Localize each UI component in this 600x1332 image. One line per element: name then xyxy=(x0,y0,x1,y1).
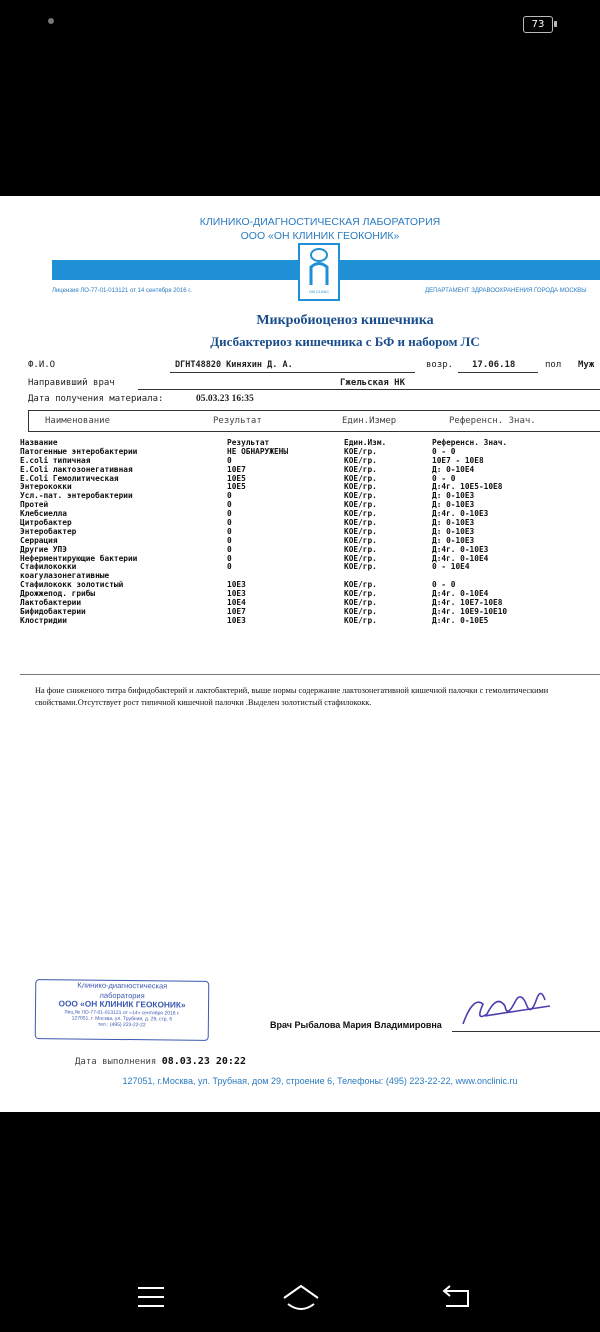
clinic-address: 127051, г.Москва, ул. Трубная, дом 29, строение 6, Телефоны: (495) 223-22-22, www.onclinic.ru xyxy=(122,1076,518,1086)
clinic-logo xyxy=(298,243,340,301)
conclusion-text: На фоне сниженого титра бифидобактерий и лактобактерий, выше нормы содержание лактозонегативной кишечной палочки с гемолитическими свойствами.Отсутствует рост типичной кишечной палочки .Выделен золотистый стафилококк. xyxy=(35,686,549,707)
received-date-value: 05.03.23 16:35 xyxy=(196,394,254,404)
lab-name-line1: КЛИНИКО-ДИАГНОСТИЧЕСКАЯ ЛАБОРАТОРИЯ xyxy=(199,216,441,228)
received-date-label: Дата получения материала: xyxy=(28,394,164,404)
fio-line xyxy=(170,372,415,373)
sex-label: пол xyxy=(545,360,562,370)
header-name: Наименование xyxy=(45,416,111,426)
lab-name-line2: ООО «ОН КЛИНИК ГЕОКОНИК» xyxy=(240,230,400,242)
stamp-line4: Лиц.№ ЛО-77-01-013121 от «14» сентября 2016 г. xyxy=(64,1008,180,1017)
signature-icon xyxy=(455,976,555,1036)
stamp-line6: тел.: (495) 223-22-22 xyxy=(97,1021,146,1028)
report-subtitle: Дисбактериоз кишечника с БФ и набором ЛС xyxy=(210,334,480,349)
execution-date xyxy=(75,1056,246,1067)
age-line xyxy=(458,372,538,373)
stamp-line1: Клинико-диагностическая xyxy=(77,980,168,991)
license-text: Лицензия ЛО-77-01-013121 от 14 сентября 2016 г. xyxy=(52,288,192,294)
doctor-name: Врач Рыбалова Мария Владимировна xyxy=(270,1020,442,1030)
report-title: Микробиоценоз кишечника xyxy=(256,313,434,328)
lab-stamp xyxy=(35,979,210,1041)
home-icon[interactable] xyxy=(280,1282,322,1312)
stamp-line2: лаборатория xyxy=(99,990,145,1000)
stamp-line5: 127051, г. Москва, ул. Трубная, д. 29, стр. 6 xyxy=(71,1014,173,1023)
execution-date-value: 08.03.23 20:22 xyxy=(161,1056,246,1067)
referring-doctor-value: Гжельская НК xyxy=(340,378,406,388)
status-bar xyxy=(0,0,600,196)
fio-value: DГНТ48820 Киняхин Д. А. xyxy=(175,360,293,370)
fio-label: Ф.И.О xyxy=(28,360,56,370)
sex-value: Муж xyxy=(578,360,595,370)
notification-dot-icon xyxy=(48,18,54,24)
execution-date-label: Дата выполнения xyxy=(75,1057,157,1067)
logo-caption: ON CLINIC xyxy=(308,289,330,294)
lab-report-document: КЛИНИКО-ДИАГНОСТИЧЕСКАЯ ЛАБОРАТОРИЯ ООО «ОН КЛИНИК ГЕОКОНИК» ON CLINIC Лицензия ЛО-77-01-013121 от 14 сентября 2016 г. ДЕПАРТАМЕНТ ЗДРАВООХРАНЕНИЯ ГОРОДА МОСКВЫ Микробиоценоз кишечника Дисбактериоз кишечника с БФ и набором ЛС Ф.И.О DГНТ48820 Киняхин Д. А. возр. 17.06.18 пол Муж Направивший врач Гжельская НК Дата получения материала: 05.03.23 16:35 Наименование Результат Един.Измер Референсн. Знач. Название Результат Един.Изм. Референсн. Знач. Патогенные энтеробактерии НЕ ОБНАРУЖЕНЫ КОЕ/гр. 0 - 0 E.coli типичная 0 КОЕ/гр. 10E7 - 10E8 E.Coli лактозонегативная 10E7 КОЕ/гр. Д: 0-10E4 E.Coli Гемолитическая 10E5 КОЕ/гр. 0 - 0 Энтерококки 10E5 КОЕ/гр. Д:4г. 10E5-10E8 Усл.-пат. энтеробактерии 0 КОЕ/гр. Д: 0-10E3 Протей 0 КОЕ/гр. Д: 0-10E3 Клебсиелла 0 КОЕ/гр. Д:4г. 0-10E3 Цитробактер 0 КОЕ/гр. Д: 0-10E3 Энтеробактер 0 КОЕ/гр. Д: 0-10E3 Серрация 0 КОЕ/гр. Д: 0-10E3 Другие УПЭ 0 КОЕ/гр. Д:4г. 0-10E3 Неферментирующие бактерии 0 КОЕ/гр. Д:4г. 0-10E4 Стафилококки 0 КОЕ/гр. 0 - 10E4 коагулазонегативные Стафилококк золотистый 10E3 КОЕ/гр. 0 - 0 Дрожжепод. грибы 10E3 КОЕ/гр. Д:4г. 0-10E4 Лактобактерии 10E4 КОЕ/гр. Д:4г. 10E7-10E8 Бифидобактерии 10E7 КОЕ/гр. Д:4г. 10E9-10E10 Клостридии 10E3 КОЕ/гр. Д:4г. 0-10E5 На фоне сниженого титра бифидобактерий и лактобактерий, выше нормы содержание лактозонегативной кишечной палочки с гемолитическими свойствами.Отсутствует рост типичной кишечной палочки .Выделен золотистый стафилококк. Клинико-диагностическая лаборатория ООО «ОН КЛИНИК ГЕОКОНИК» Лиц.№ ЛО-77-01-013121 от «14» сентября 2016 г. 127051, г. Москва, ул. Трубная, д. 29, стр. 6 тел.: (495) 223-22-22 Врач Рыбалова Мария Владимировна Дата выполнения 08.03.23 20:22 127051, г.Москва, ул. Трубная, дом 29, строение 6, Телефоны: (495) 223-22-22, www.onclinic.ru xyxy=(0,196,600,1112)
battery-icon: 73 xyxy=(523,16,553,33)
header-result: Результат xyxy=(213,416,262,426)
department-text: ДЕПАРТАМЕНТ ЗДРАВООХРАНЕНИЯ ГОРОДА МОСКВЫ xyxy=(425,288,587,294)
divider xyxy=(20,674,600,675)
table-header xyxy=(28,410,600,432)
navigation-bar xyxy=(0,1112,600,1332)
referring-doctor-label: Направивший врач xyxy=(28,378,115,388)
stamp-line3: ООО «ОН КЛИНИК ГЕОКОНИК» xyxy=(58,998,186,1010)
age-label: возр. xyxy=(426,360,454,370)
back-icon[interactable] xyxy=(440,1282,474,1310)
referring-doctor-line xyxy=(138,389,600,390)
signature-line xyxy=(452,1031,600,1032)
header-unit: Един.Измер xyxy=(342,416,397,426)
header-reference: Референсн. Знач. xyxy=(449,416,536,426)
menu-icon[interactable] xyxy=(136,1284,166,1310)
age-value: 17.06.18 xyxy=(472,360,516,370)
